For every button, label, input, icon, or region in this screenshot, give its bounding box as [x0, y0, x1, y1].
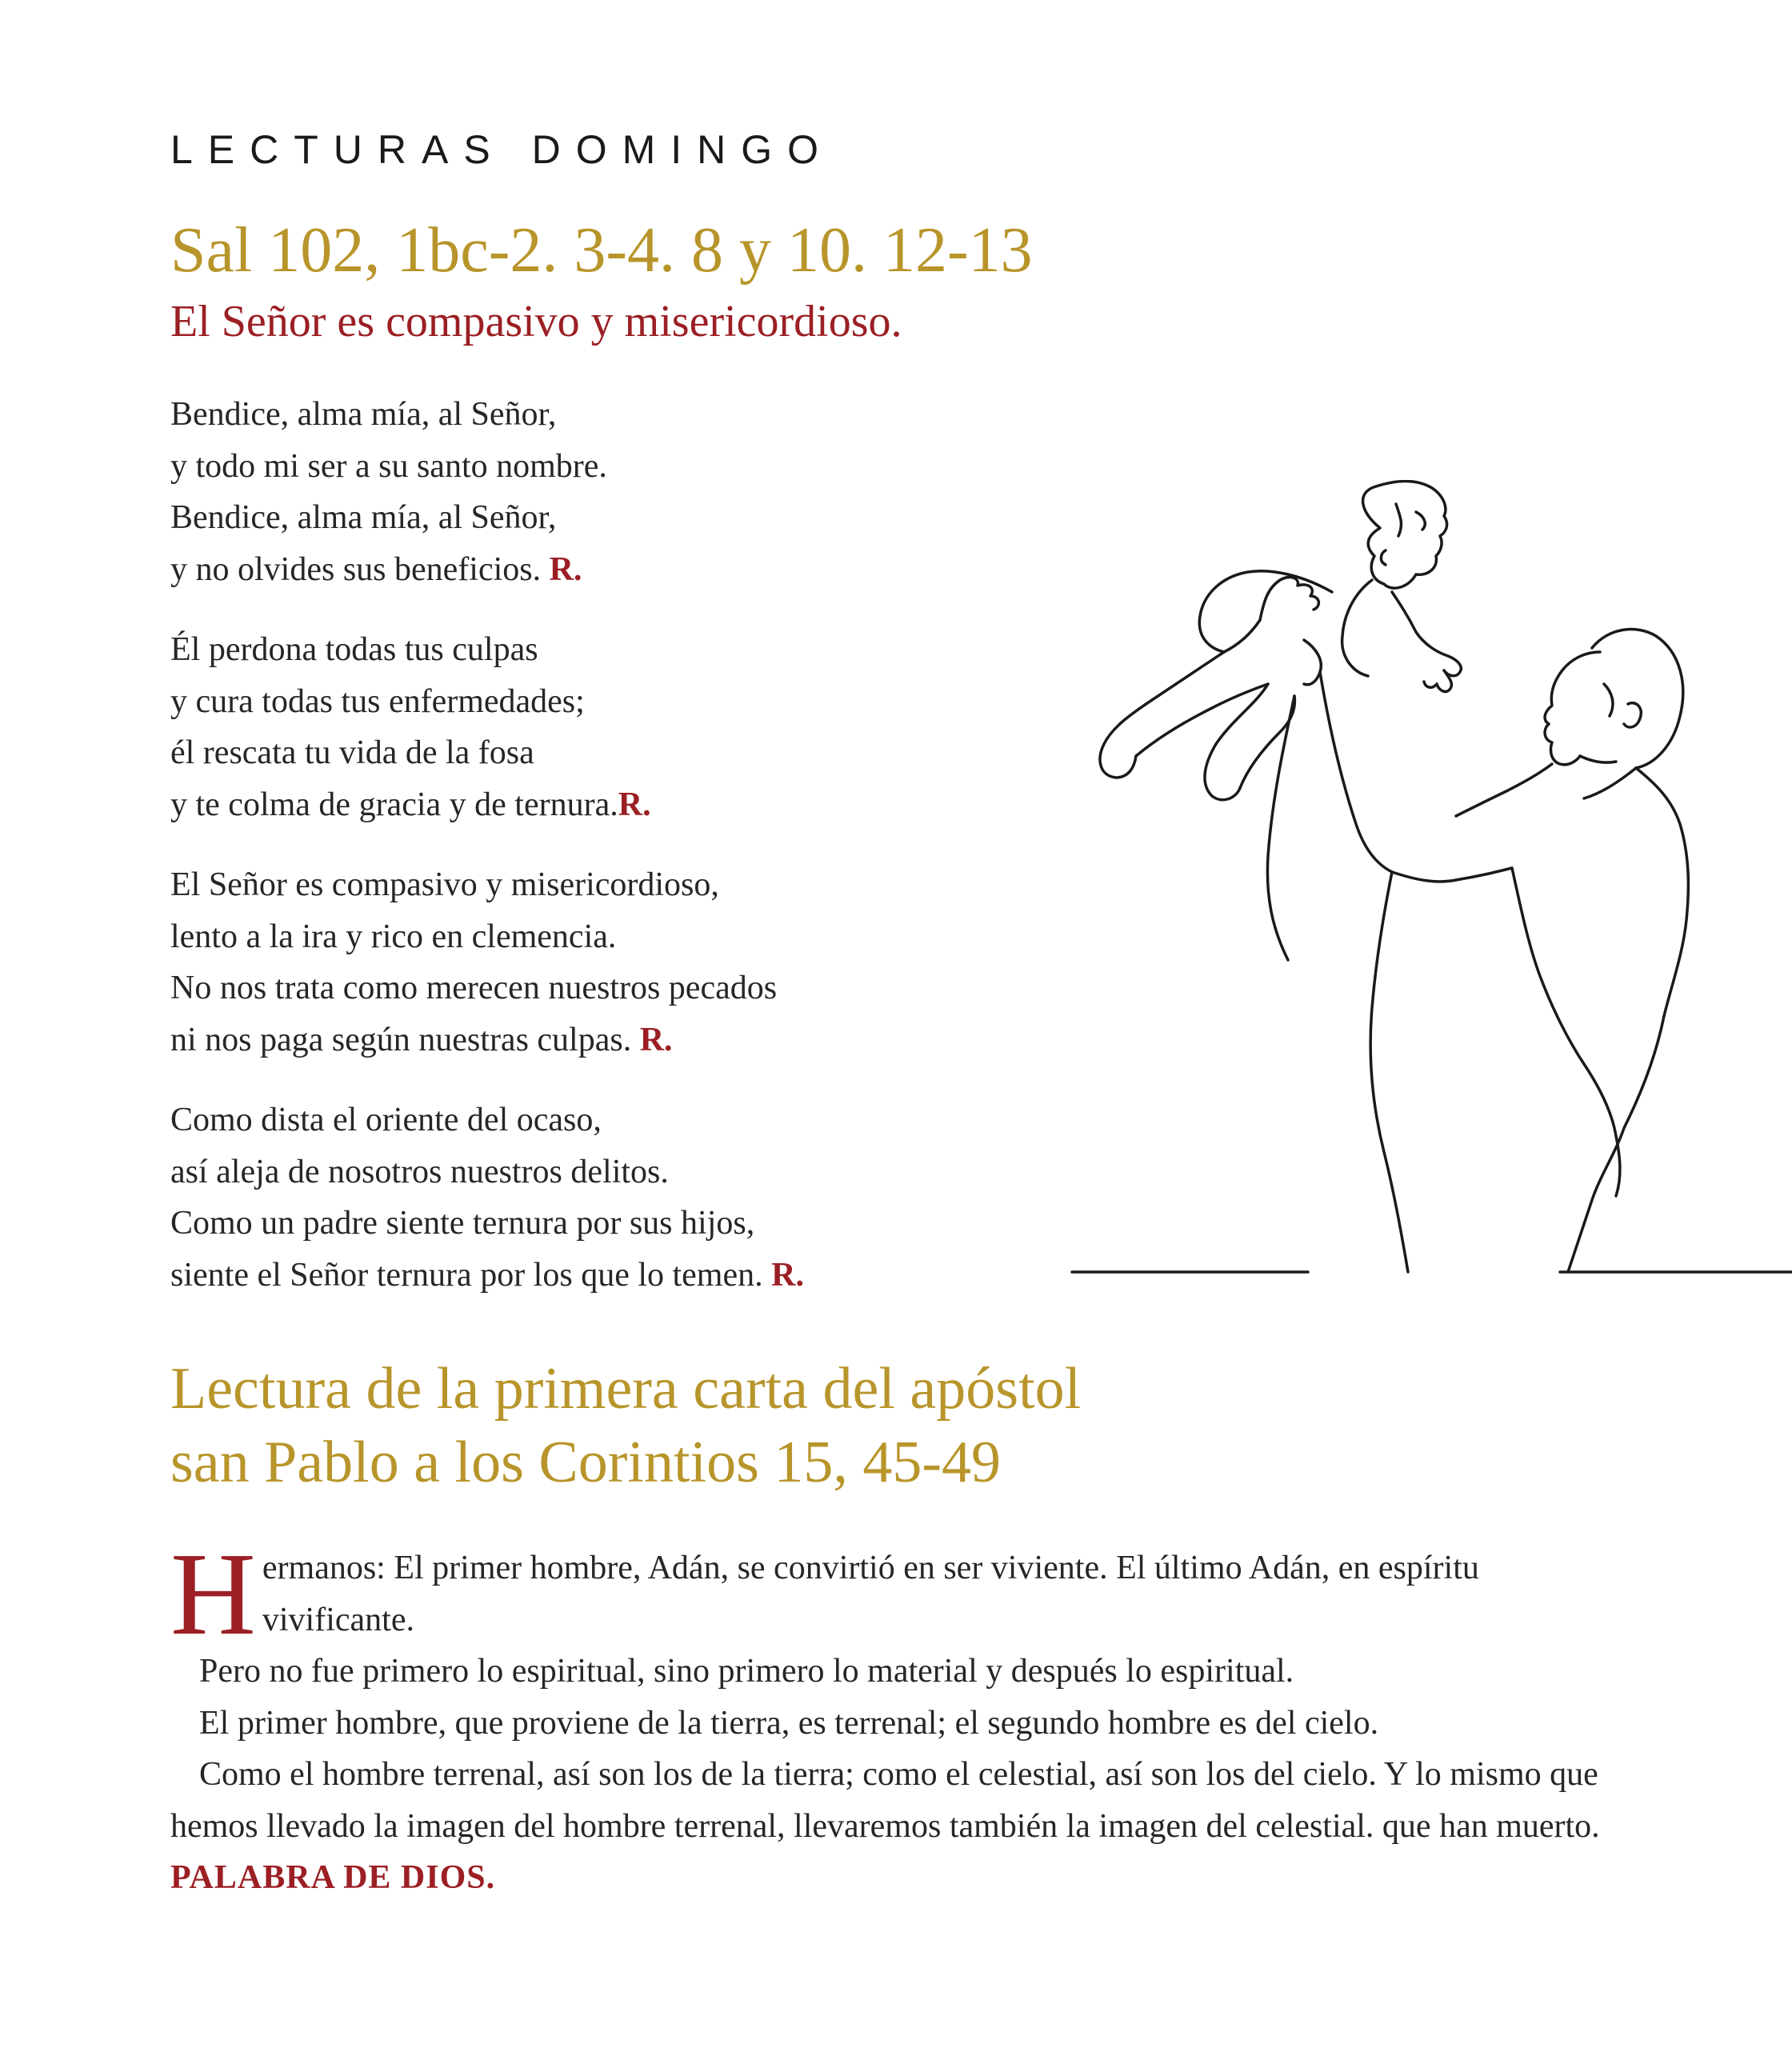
- stanza-line: Él perdona todas tus culpas: [170, 631, 538, 668]
- reading-paragraph-first: [170, 1529, 1610, 1660]
- stanza-2: [170, 624, 1066, 830]
- stanza-line: Bendice, alma mía, al Señor,: [170, 396, 557, 433]
- response-mark: R.: [549, 550, 582, 588]
- reading-paragraph-text: ermanos: El primer hombre, Adán, se convirtió en ser viviente. El último Adán, en espíritu vivificante.: [262, 1550, 1479, 1638]
- stanza-line-last: [170, 544, 1066, 596]
- stanza-line-text: ni nos paga según nuestras culpas.: [170, 1021, 640, 1058]
- stanza-line-last: [170, 779, 1066, 831]
- stanza-line-text: y te colma de gracia y de ternura.: [170, 786, 618, 823]
- reading-title: [170, 1352, 1610, 1499]
- stanza-line-text: siente el Señor ternura por los que lo temen.: [170, 1256, 772, 1294]
- section-header: LECTURAS DOMINGO: [170, 127, 834, 172]
- stanza-line-last: [170, 1014, 1066, 1066]
- stanza-line-text: y no olvides sus beneficios.: [170, 550, 550, 588]
- father-lifting-child-line-art-icon: [1040, 480, 1792, 1280]
- reading-title-line: san Pablo a los Corintios 15, 45-49: [170, 1430, 1002, 1495]
- stanza-line-last: [170, 1250, 1066, 1302]
- stanza-3: [170, 859, 1066, 1066]
- reading-title-line: Lectura de la primera carta del apóstol: [170, 1356, 1082, 1422]
- reading-body: [170, 1529, 1610, 1904]
- stanza-4: [170, 1094, 1066, 1301]
- psalm-stanzas: [170, 389, 1066, 1330]
- psalm-reference: Sal 102, 1bc-2. 3-4. 8 y 10. 12-13: [170, 215, 1033, 286]
- stanza-line: Como dista el oriente del ocaso,: [170, 1102, 602, 1138]
- drop-cap: H: [170, 1529, 256, 1660]
- closing-acclamation: PALABRA DE DIOS.: [170, 1859, 496, 1896]
- stanza-line: No nos trata como merecen nuestros pecados: [170, 970, 778, 1006]
- response-mark: R.: [618, 786, 651, 823]
- stanza-line: y todo mi ser a su santo nombre.: [170, 447, 607, 485]
- reading-paragraph-text: Como el hombre terrenal, así son los de la tierra; como el celestial, así son los del cielo. Y lo mismo que hemos llevado la imagen del hombre terrenal, llevaremos también la imagen del celestial. que han muerto.: [170, 1756, 1600, 1845]
- response-mark: R.: [771, 1256, 804, 1294]
- reading-paragraph-last: [170, 1749, 1610, 1904]
- stanza-line: Bendice, alma mía, al Señor,: [170, 499, 557, 536]
- reading-paragraph: Pero no fue primero lo espiritual, sino primero lo material y después lo espiritual.: [199, 1653, 1294, 1690]
- stanza-line: él rescata tu vida de la fosa: [170, 734, 534, 771]
- stanza-line: y cura todas tus enfermedades;: [170, 682, 585, 720]
- stanza-1: [170, 389, 1066, 595]
- stanza-line: así aleja de nosotros nuestros delitos.: [170, 1153, 669, 1190]
- stanza-line: Como un padre siente ternura por sus hijos,: [170, 1205, 755, 1242]
- reading-paragraph: El primer hombre, que proviene de la tierra, es terrenal; el segundo hombre es del cielo.: [199, 1704, 1379, 1742]
- stanza-line: El Señor es compasivo y misericordioso,: [170, 866, 719, 903]
- psalm-response: El Señor es compasivo y misericordioso.: [170, 297, 902, 346]
- stanza-line: lento a la ira y rico en clemencia.: [170, 918, 617, 955]
- response-mark: R.: [639, 1021, 673, 1058]
